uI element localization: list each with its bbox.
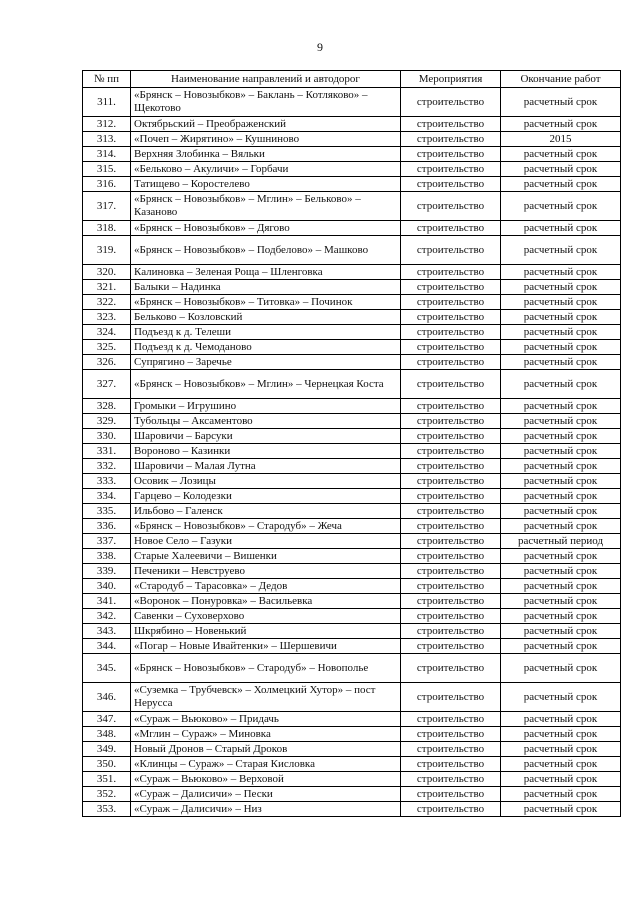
- road-name: Вороново – Казинки: [131, 444, 401, 459]
- road-end-date: 2015: [501, 132, 621, 147]
- road-name: Верхняя Злобинка – Вяльки: [131, 147, 401, 162]
- road-event: строительство: [401, 340, 501, 355]
- road-event: строительство: [401, 534, 501, 549]
- road-end-date: расчетный срок: [501, 683, 621, 712]
- row-number: 344.: [83, 639, 131, 654]
- road-event: строительство: [401, 414, 501, 429]
- road-end-date: расчетный срок: [501, 474, 621, 489]
- road-end-date: расчетный срок: [501, 594, 621, 609]
- row-number: 340.: [83, 579, 131, 594]
- road-end-date: расчетный срок: [501, 654, 621, 683]
- road-event: строительство: [401, 355, 501, 370]
- row-number: 316.: [83, 177, 131, 192]
- road-end-date: расчетный срок: [501, 280, 621, 295]
- row-number: 339.: [83, 564, 131, 579]
- road-name: «Мглин – Сураж» – Миновка: [131, 727, 401, 742]
- road-event: строительство: [401, 429, 501, 444]
- road-end-date: расчетный срок: [501, 549, 621, 564]
- row-number: 311.: [83, 88, 131, 117]
- row-number: 345.: [83, 654, 131, 683]
- row-number: 353.: [83, 802, 131, 817]
- row-number: 349.: [83, 742, 131, 757]
- table-body: [83, 88, 621, 817]
- row-number: 326.: [83, 355, 131, 370]
- road-end-date: расчетный срок: [501, 742, 621, 757]
- road-end-date: расчетный срок: [501, 117, 621, 132]
- road-name: «Сураж – Вьюково» – Верховой: [131, 772, 401, 787]
- row-number: 334.: [83, 489, 131, 504]
- road-event: строительство: [401, 772, 501, 787]
- row-number: 313.: [83, 132, 131, 147]
- road-event: строительство: [401, 310, 501, 325]
- table-row: [83, 639, 621, 654]
- row-number: 338.: [83, 549, 131, 564]
- road-event: строительство: [401, 683, 501, 712]
- table-row: [83, 802, 621, 817]
- table-row: [83, 579, 621, 594]
- road-end-date: расчетный срок: [501, 444, 621, 459]
- table-row: [83, 549, 621, 564]
- road-event: строительство: [401, 594, 501, 609]
- road-event: строительство: [401, 787, 501, 802]
- row-number: 346.: [83, 683, 131, 712]
- row-number: 343.: [83, 624, 131, 639]
- table-row: [83, 519, 621, 534]
- road-event: строительство: [401, 639, 501, 654]
- road-event: строительство: [401, 177, 501, 192]
- road-event: строительство: [401, 519, 501, 534]
- road-end-date: расчетный срок: [501, 192, 621, 221]
- row-number: 347.: [83, 712, 131, 727]
- road-name: «Стародуб – Тарасовка» – Дедов: [131, 579, 401, 594]
- row-number: 331.: [83, 444, 131, 459]
- road-name: Старые Халеевичи – Вишенки: [131, 549, 401, 564]
- row-number: 312.: [83, 117, 131, 132]
- table-row: [83, 594, 621, 609]
- road-end-date: расчетный срок: [501, 236, 621, 265]
- road-end-date: расчетный срок: [501, 325, 621, 340]
- table-row: [83, 609, 621, 624]
- road-event: строительство: [401, 88, 501, 117]
- road-event: строительство: [401, 444, 501, 459]
- table-row: [83, 399, 621, 414]
- road-name: «Сураж – Далисичи» – Пески: [131, 787, 401, 802]
- header-row: [83, 71, 621, 88]
- table-row: [83, 757, 621, 772]
- road-name: «Погар – Новые Ивайтенки» – Шершевичи: [131, 639, 401, 654]
- road-event: строительство: [401, 132, 501, 147]
- road-name: Калиновка – Зеленая Роща – Шленговка: [131, 265, 401, 280]
- row-number: 317.: [83, 192, 131, 221]
- road-event: строительство: [401, 489, 501, 504]
- road-name: «Суземка – Трубчевск» – Холмецкий Хутор» – пост Нерусса: [131, 683, 401, 712]
- road-end-date: расчетный срок: [501, 162, 621, 177]
- table-row: [83, 265, 621, 280]
- row-number: 315.: [83, 162, 131, 177]
- table-row: [83, 459, 621, 474]
- road-event: строительство: [401, 712, 501, 727]
- road-name: «Брянск – Новозыбков» – Мглин» – Чернецкая Коста: [131, 370, 401, 399]
- table-row: [83, 489, 621, 504]
- road-name: «Брянск – Новозыбков» – Стародуб» – Жеча: [131, 519, 401, 534]
- table-row: [83, 177, 621, 192]
- row-number: 332.: [83, 459, 131, 474]
- road-event: строительство: [401, 295, 501, 310]
- road-end-date: расчетный срок: [501, 757, 621, 772]
- table-row: [83, 727, 621, 742]
- row-number: 318.: [83, 221, 131, 236]
- road-name: «Клинцы – Сураж» – Старая Кисловка: [131, 757, 401, 772]
- header-end-date: Окончание работ: [501, 71, 621, 88]
- road-end-date: расчетный срок: [501, 221, 621, 236]
- road-end-date: расчетный срок: [501, 519, 621, 534]
- row-number: 328.: [83, 399, 131, 414]
- table-row: [83, 429, 621, 444]
- road-event: строительство: [401, 399, 501, 414]
- road-name: «Брянск – Новозыбков» – Подбелово» – Машково: [131, 236, 401, 265]
- road-name: Шаровичи – Малая Лутна: [131, 459, 401, 474]
- table-row: [83, 370, 621, 399]
- road-event: строительство: [401, 325, 501, 340]
- road-event: строительство: [401, 624, 501, 639]
- road-event: строительство: [401, 609, 501, 624]
- road-end-date: расчетный срок: [501, 802, 621, 817]
- road-event: строительство: [401, 654, 501, 683]
- road-end-date: расчетный срок: [501, 787, 621, 802]
- table-row: [83, 444, 621, 459]
- road-name: Савенки – Суховерхово: [131, 609, 401, 624]
- road-end-date: расчетный срок: [501, 579, 621, 594]
- table-row: [83, 162, 621, 177]
- road-event: строительство: [401, 265, 501, 280]
- road-end-date: расчетный срок: [501, 609, 621, 624]
- table-row: [83, 534, 621, 549]
- table-row: [83, 474, 621, 489]
- road-event: строительство: [401, 117, 501, 132]
- row-number: 327.: [83, 370, 131, 399]
- road-name: «Брянск – Новозыбков» – Мглин» – Бельково» – Казаново: [131, 192, 401, 221]
- road-end-date: расчетный срок: [501, 712, 621, 727]
- road-name: Октябрьский – Преображенский: [131, 117, 401, 132]
- road-name: «Бельково – Акуличи» – Горбачи: [131, 162, 401, 177]
- header-event: Мероприятия: [401, 71, 501, 88]
- road-end-date: расчетный срок: [501, 624, 621, 639]
- road-end-date: расчетный срок: [501, 399, 621, 414]
- table-row: [83, 772, 621, 787]
- road-name: Печеники – Невструево: [131, 564, 401, 579]
- header-number: № пп: [83, 71, 131, 88]
- road-name: Осовик – Лозицы: [131, 474, 401, 489]
- row-number: 336.: [83, 519, 131, 534]
- road-event: строительство: [401, 280, 501, 295]
- row-number: 351.: [83, 772, 131, 787]
- table-row: [83, 742, 621, 757]
- road-name: Громыки – Игрушино: [131, 399, 401, 414]
- table-header: [83, 71, 621, 88]
- table-row: [83, 221, 621, 236]
- row-number: 330.: [83, 429, 131, 444]
- row-number: 337.: [83, 534, 131, 549]
- row-number: 314.: [83, 147, 131, 162]
- road-event: строительство: [401, 727, 501, 742]
- table-row: [83, 280, 621, 295]
- road-name: Бельково – Козловский: [131, 310, 401, 325]
- road-name: Шаровичи – Барсуки: [131, 429, 401, 444]
- road-name: Тубольцы – Аксаментово: [131, 414, 401, 429]
- road-event: строительство: [401, 236, 501, 265]
- row-number: 322.: [83, 295, 131, 310]
- table-row: [83, 654, 621, 683]
- road-end-date: расчетный срок: [501, 355, 621, 370]
- table-row: [83, 236, 621, 265]
- road-end-date: расчетный срок: [501, 727, 621, 742]
- road-name: Шкрябино – Новенький: [131, 624, 401, 639]
- road-name: Гарцево – Колодезки: [131, 489, 401, 504]
- table-row: [83, 414, 621, 429]
- road-end-date: расчетный срок: [501, 265, 621, 280]
- road-name: «Почеп – Жирятино» – Кушниново: [131, 132, 401, 147]
- row-number: 321.: [83, 280, 131, 295]
- road-name: Ильбово – Галенск: [131, 504, 401, 519]
- road-end-date: расчетный срок: [501, 489, 621, 504]
- table-row: [83, 325, 621, 340]
- road-end-date: расчетный срок: [501, 340, 621, 355]
- row-number: 341.: [83, 594, 131, 609]
- row-number: 342.: [83, 609, 131, 624]
- road-end-date: расчетный срок: [501, 772, 621, 787]
- road-event: строительство: [401, 192, 501, 221]
- table-row: [83, 310, 621, 325]
- road-event: строительство: [401, 742, 501, 757]
- row-number: 319.: [83, 236, 131, 265]
- row-number: 320.: [83, 265, 131, 280]
- road-name: «Брянск – Новозыбков» – Стародуб» – Новополье: [131, 654, 401, 683]
- road-end-date: расчетный срок: [501, 370, 621, 399]
- roads-table: [82, 70, 621, 817]
- road-event: строительство: [401, 564, 501, 579]
- road-end-date: расчетный период: [501, 534, 621, 549]
- row-number: 352.: [83, 787, 131, 802]
- road-end-date: расчетный срок: [501, 310, 621, 325]
- table-row: [83, 712, 621, 727]
- road-event: строительство: [401, 504, 501, 519]
- road-name: Балыки – Надинка: [131, 280, 401, 295]
- road-event: строительство: [401, 757, 501, 772]
- table-row: [83, 340, 621, 355]
- table-row: [83, 624, 621, 639]
- road-event: строительство: [401, 162, 501, 177]
- road-name: «Брянск – Новозыбков» – Дягово: [131, 221, 401, 236]
- row-number: 335.: [83, 504, 131, 519]
- road-name: «Брянск – Новозыбков» – Титовка» – Починок: [131, 295, 401, 310]
- table-row: [83, 295, 621, 310]
- table-row: [83, 683, 621, 712]
- table-row: [83, 787, 621, 802]
- road-end-date: расчетный срок: [501, 459, 621, 474]
- road-name: «Брянск – Новозыбков» – Баклань – Котляково» – Щекотово: [131, 88, 401, 117]
- road-event: строительство: [401, 147, 501, 162]
- road-event: строительство: [401, 474, 501, 489]
- road-name: «Воронок – Понуровка» – Васильевка: [131, 594, 401, 609]
- road-event: строительство: [401, 370, 501, 399]
- road-event: строительство: [401, 579, 501, 594]
- row-number: 348.: [83, 727, 131, 742]
- road-name: «Сураж – Вьюково» – Придачь: [131, 712, 401, 727]
- table-row: [83, 192, 621, 221]
- road-name: Новое Село – Газуки: [131, 534, 401, 549]
- road-name: Татищево – Коростелево: [131, 177, 401, 192]
- road-end-date: расчетный срок: [501, 88, 621, 117]
- page-number: 9: [317, 40, 323, 54]
- road-end-date: расчетный срок: [501, 429, 621, 444]
- road-name: Подъезд к д. Телеши: [131, 325, 401, 340]
- row-number: 324.: [83, 325, 131, 340]
- table-row: [83, 504, 621, 519]
- table-row: [83, 88, 621, 117]
- table-row: [83, 147, 621, 162]
- table-row: [83, 355, 621, 370]
- row-number: 329.: [83, 414, 131, 429]
- table-row: [83, 564, 621, 579]
- road-event: строительство: [401, 459, 501, 474]
- road-name: Подъезд к д. Чемоданово: [131, 340, 401, 355]
- road-name: Супрягино – Заречье: [131, 355, 401, 370]
- row-number: 323.: [83, 310, 131, 325]
- table-row: [83, 117, 621, 132]
- road-end-date: расчетный срок: [501, 295, 621, 310]
- road-end-date: расчетный срок: [501, 504, 621, 519]
- road-name: «Сураж – Далисичи» – Низ: [131, 802, 401, 817]
- table-row: [83, 132, 621, 147]
- row-number: 350.: [83, 757, 131, 772]
- road-end-date: расчетный срок: [501, 414, 621, 429]
- road-event: строительство: [401, 549, 501, 564]
- row-number: 333.: [83, 474, 131, 489]
- header-road-name: Наименование направлений и автодорог: [131, 71, 401, 88]
- road-end-date: расчетный срок: [501, 639, 621, 654]
- road-end-date: расчетный срок: [501, 147, 621, 162]
- road-event: строительство: [401, 802, 501, 817]
- road-name: Новый Дронов – Старый Дроков: [131, 742, 401, 757]
- road-event: строительство: [401, 221, 501, 236]
- road-end-date: расчетный срок: [501, 564, 621, 579]
- road-end-date: расчетный срок: [501, 177, 621, 192]
- row-number: 325.: [83, 340, 131, 355]
